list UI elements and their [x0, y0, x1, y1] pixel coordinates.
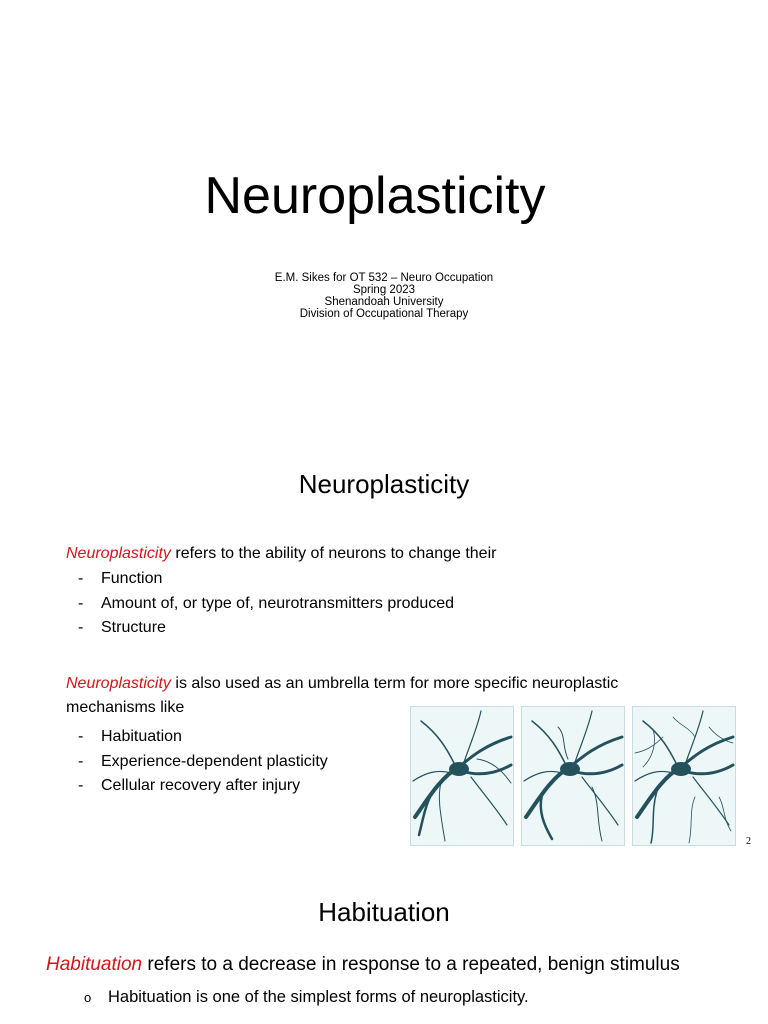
list-item: - Cellular recovery after injury	[78, 774, 328, 799]
subtitle-line: Spring 2023	[352, 284, 416, 296]
subtitle-line: E.M. Sikes for OT 532 – Neuro Occupation	[274, 272, 494, 284]
habituation-slide	[0, 872, 768, 1024]
list-item: o Habituation is one of the simplest forms of neuroplasticity.	[84, 984, 529, 1011]
change-list	[78, 567, 454, 641]
neuron-image	[521, 706, 625, 846]
slide-title: Neuroplasticity	[298, 469, 470, 499]
presentation-subtitle	[0, 272, 768, 320]
neuron-illustration	[522, 707, 624, 845]
dash-marker: -	[78, 619, 84, 637]
page-number: 2	[746, 836, 751, 847]
circle-bullet-marker: o	[84, 990, 92, 1005]
list-item: - Function	[78, 567, 454, 592]
habituation-list	[84, 984, 529, 1011]
dash-marker: -	[78, 777, 84, 795]
dash-marker: -	[78, 594, 84, 612]
neuron-illustration	[633, 707, 735, 845]
list-item: - Experience-dependent plasticity	[78, 750, 328, 775]
neuron-image-strip	[410, 706, 738, 846]
title-slide	[0, 0, 768, 432]
definition-text: refers to the ability of neurons to change their	[170, 545, 497, 562]
definition-paragraph	[66, 542, 496, 566]
slide-title: Habituation	[318, 897, 450, 927]
mechanism-list	[78, 725, 328, 799]
list-item: - Amount of, or type of, neurotransmitters produced	[78, 592, 454, 617]
highlighted-term: Habituation	[46, 954, 143, 975]
neuron-illustration	[411, 707, 513, 845]
list-item: - Habituation	[78, 725, 328, 750]
dash-marker: -	[78, 570, 84, 587]
highlighted-term: Neuroplasticity	[66, 675, 171, 692]
definition-text: refers to a decrease in response to a repeated, benign stimulus	[142, 954, 680, 975]
neuron-image	[632, 706, 736, 846]
list-item: - Structure	[78, 616, 454, 641]
habituation-definition	[46, 953, 680, 977]
subtitle-line: Division of Occupational Therapy	[299, 308, 469, 320]
neuroplasticity-slide	[0, 436, 768, 852]
neuron-image	[410, 706, 514, 846]
subtitle-line: Shenandoah University	[324, 296, 444, 308]
dash-marker: -	[78, 752, 84, 770]
presentation-title: Neuroplasticity	[204, 167, 546, 225]
dash-marker: -	[78, 728, 84, 745]
highlighted-term: Neuroplasticity	[66, 545, 171, 562]
umbrella-text: is also used as an umbrella term for more specific neuroplastic mechanisms like	[66, 675, 619, 716]
